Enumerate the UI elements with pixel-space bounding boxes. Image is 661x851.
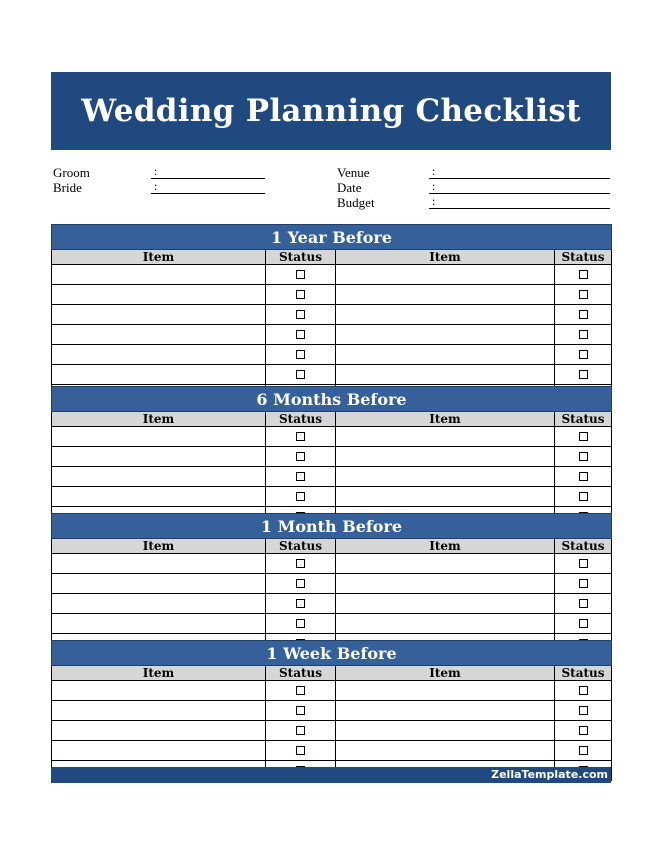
section-title: 1 Week Before <box>52 641 612 666</box>
status-cell <box>555 487 612 507</box>
checkbox-icon[interactable] <box>296 559 305 568</box>
item-cell[interactable] <box>336 681 555 701</box>
status-cell <box>555 305 612 325</box>
status-cell <box>266 741 336 761</box>
status-cell <box>555 365 612 385</box>
venue-field[interactable] <box>429 178 610 179</box>
status-cell <box>266 614 336 634</box>
item-cell[interactable] <box>52 741 266 761</box>
section-title-row <box>52 387 612 412</box>
checkbox-icon[interactable] <box>579 370 588 379</box>
column-header-item: Item <box>52 539 266 554</box>
item-cell[interactable] <box>52 325 266 345</box>
status-cell <box>266 427 336 447</box>
checkbox-icon[interactable] <box>579 350 588 359</box>
checkbox-icon[interactable] <box>296 310 305 319</box>
item-cell[interactable] <box>336 741 555 761</box>
item-cell[interactable] <box>336 447 555 467</box>
column-header-status: Status <box>555 666 612 681</box>
column-header-row <box>52 539 612 554</box>
item-cell[interactable] <box>52 427 266 447</box>
status-cell <box>555 681 612 701</box>
checkbox-icon[interactable] <box>296 350 305 359</box>
status-cell <box>266 487 336 507</box>
table-row <box>52 365 612 385</box>
checkbox-icon[interactable] <box>579 619 588 628</box>
section-title-row <box>52 514 612 539</box>
column-header-item: Item <box>52 666 266 681</box>
status-cell <box>266 325 336 345</box>
checkbox-icon[interactable] <box>579 310 588 319</box>
item-cell[interactable] <box>52 614 266 634</box>
bride-field[interactable] <box>151 193 265 194</box>
item-cell[interactable] <box>52 574 266 594</box>
checkbox-icon[interactable] <box>296 472 305 481</box>
item-cell[interactable] <box>52 285 266 305</box>
status-cell <box>266 265 336 285</box>
checkbox-icon[interactable] <box>579 726 588 735</box>
column-header-item: Item <box>336 539 555 554</box>
table-row <box>52 681 612 701</box>
checkbox-icon[interactable] <box>579 270 588 279</box>
status-cell <box>266 285 336 305</box>
item-cell[interactable] <box>336 614 555 634</box>
checkbox-icon[interactable] <box>579 706 588 715</box>
checkbox-icon[interactable] <box>296 432 305 441</box>
column-header-status: Status <box>555 412 612 427</box>
table-row <box>52 487 612 507</box>
column-header-status: Status <box>266 539 336 554</box>
checkbox-icon[interactable] <box>579 579 588 588</box>
status-cell <box>266 467 336 487</box>
column-header-row <box>52 666 612 681</box>
groom-label: Groom <box>53 165 90 180</box>
checkbox-icon[interactable] <box>296 599 305 608</box>
item-cell[interactable] <box>52 345 266 365</box>
table-row <box>52 741 612 761</box>
status-cell <box>555 447 612 467</box>
item-cell[interactable] <box>52 701 266 721</box>
item-cell[interactable] <box>336 487 555 507</box>
date-colon: : <box>432 179 436 193</box>
budget-field[interactable] <box>429 208 610 209</box>
table-row <box>52 721 612 741</box>
status-cell <box>266 721 336 741</box>
checkbox-icon[interactable] <box>296 290 305 299</box>
table-row <box>52 285 612 305</box>
groom-field[interactable] <box>151 178 265 179</box>
status-cell <box>266 447 336 467</box>
venue-colon: : <box>432 164 436 178</box>
checkbox-icon[interactable] <box>579 330 588 339</box>
status-cell <box>555 701 612 721</box>
checkbox-icon[interactable] <box>296 746 305 755</box>
item-cell[interactable] <box>336 701 555 721</box>
item-cell[interactable] <box>336 365 555 385</box>
status-cell <box>266 701 336 721</box>
checkbox-icon[interactable] <box>579 686 588 695</box>
item-cell[interactable] <box>336 345 555 365</box>
status-cell <box>266 365 336 385</box>
column-header-item: Item <box>336 666 555 681</box>
status-cell <box>555 325 612 345</box>
status-cell <box>555 741 612 761</box>
checkbox-icon[interactable] <box>296 706 305 715</box>
column-header-row <box>52 250 612 265</box>
column-header-item: Item <box>336 250 555 265</box>
column-header-item: Item <box>336 412 555 427</box>
info-row-groom <box>53 165 265 180</box>
table-row <box>52 554 612 574</box>
venue-label: Venue <box>337 165 370 180</box>
info-row-bride <box>53 180 265 195</box>
item-cell[interactable] <box>336 554 555 574</box>
checkbox-icon[interactable] <box>296 452 305 461</box>
section-title: 1 Year Before <box>52 225 612 250</box>
status-cell <box>266 574 336 594</box>
table-row <box>52 325 612 345</box>
status-cell <box>555 614 612 634</box>
column-header-status: Status <box>266 250 336 265</box>
item-cell[interactable] <box>336 467 555 487</box>
column-header-row <box>52 412 612 427</box>
status-cell <box>555 721 612 741</box>
info-row-date <box>337 180 611 195</box>
checkbox-icon[interactable] <box>296 619 305 628</box>
budget-colon: : <box>432 194 436 208</box>
status-cell <box>266 345 336 365</box>
checkbox-icon[interactable] <box>579 492 588 501</box>
info-row-budget <box>337 195 611 210</box>
status-cell <box>555 574 612 594</box>
status-cell <box>555 285 612 305</box>
section-title-row <box>52 225 612 250</box>
section-1-month-before <box>51 513 612 654</box>
status-cell <box>555 594 612 614</box>
table-row <box>52 345 612 365</box>
item-cell[interactable] <box>336 594 555 614</box>
item-cell[interactable] <box>336 305 555 325</box>
column-header-status: Status <box>266 412 336 427</box>
date-label: Date <box>337 180 362 195</box>
checkbox-icon[interactable] <box>579 432 588 441</box>
item-cell[interactable] <box>52 467 266 487</box>
table-row <box>52 594 612 614</box>
status-cell <box>555 427 612 447</box>
footer-brand: ZellaTemplate.com <box>491 768 608 781</box>
checkbox-icon[interactable] <box>579 746 588 755</box>
checkbox-icon[interactable] <box>296 726 305 735</box>
table-row <box>52 467 612 487</box>
item-cell[interactable] <box>52 365 266 385</box>
status-cell <box>555 554 612 574</box>
checkbox-icon[interactable] <box>296 492 305 501</box>
item-cell[interactable] <box>52 265 266 285</box>
status-cell <box>266 554 336 574</box>
column-header-status: Status <box>555 250 612 265</box>
checkbox-icon[interactable] <box>579 290 588 299</box>
item-cell[interactable] <box>336 574 555 594</box>
checkbox-icon[interactable] <box>296 579 305 588</box>
status-cell <box>266 681 336 701</box>
table-row <box>52 305 612 325</box>
item-cell[interactable] <box>52 594 266 614</box>
date-field[interactable] <box>429 193 610 194</box>
item-cell[interactable] <box>52 554 266 574</box>
table-row <box>52 427 612 447</box>
item-cell[interactable] <box>336 427 555 447</box>
table-row <box>52 265 612 285</box>
section-1-year-before <box>51 224 612 405</box>
checkbox-icon[interactable] <box>579 452 588 461</box>
budget-label: Budget <box>337 195 375 210</box>
section-title: 1 Month Before <box>52 514 612 539</box>
item-cell[interactable] <box>336 265 555 285</box>
item-cell[interactable] <box>52 305 266 325</box>
item-cell[interactable] <box>52 721 266 741</box>
checkbox-icon[interactable] <box>579 472 588 481</box>
status-cell <box>555 345 612 365</box>
checkbox-icon[interactable] <box>579 559 588 568</box>
column-header-item: Item <box>52 250 266 265</box>
page-title: Wedding Planning Checklist <box>51 72 611 150</box>
table-row <box>52 614 612 634</box>
column-header-status: Status <box>555 539 612 554</box>
item-cell[interactable] <box>52 487 266 507</box>
table-row <box>52 574 612 594</box>
info-right <box>337 165 611 210</box>
status-cell <box>555 467 612 487</box>
item-cell[interactable] <box>52 681 266 701</box>
checkbox-icon[interactable] <box>296 370 305 379</box>
section-6-months-before <box>51 386 612 527</box>
bride-label: Bride <box>53 180 82 195</box>
section-1-week-before <box>51 640 612 781</box>
item-cell[interactable] <box>52 447 266 467</box>
item-cell[interactable] <box>336 325 555 345</box>
item-cell[interactable] <box>336 285 555 305</box>
checkbox-icon[interactable] <box>296 686 305 695</box>
section-title: 6 Months Before <box>52 387 612 412</box>
footer-bar <box>51 767 611 783</box>
checkbox-icon[interactable] <box>296 330 305 339</box>
section-title-row <box>52 641 612 666</box>
column-header-item: Item <box>52 412 266 427</box>
status-cell <box>266 594 336 614</box>
checkbox-icon[interactable] <box>579 599 588 608</box>
checkbox-icon[interactable] <box>296 270 305 279</box>
table-row <box>52 447 612 467</box>
groom-colon: : <box>154 164 158 178</box>
column-header-status: Status <box>266 666 336 681</box>
table-row <box>52 701 612 721</box>
info-left <box>53 165 265 195</box>
info-row-venue <box>337 165 611 180</box>
status-cell <box>266 305 336 325</box>
bride-colon: : <box>154 179 158 193</box>
status-cell <box>555 265 612 285</box>
item-cell[interactable] <box>336 721 555 741</box>
